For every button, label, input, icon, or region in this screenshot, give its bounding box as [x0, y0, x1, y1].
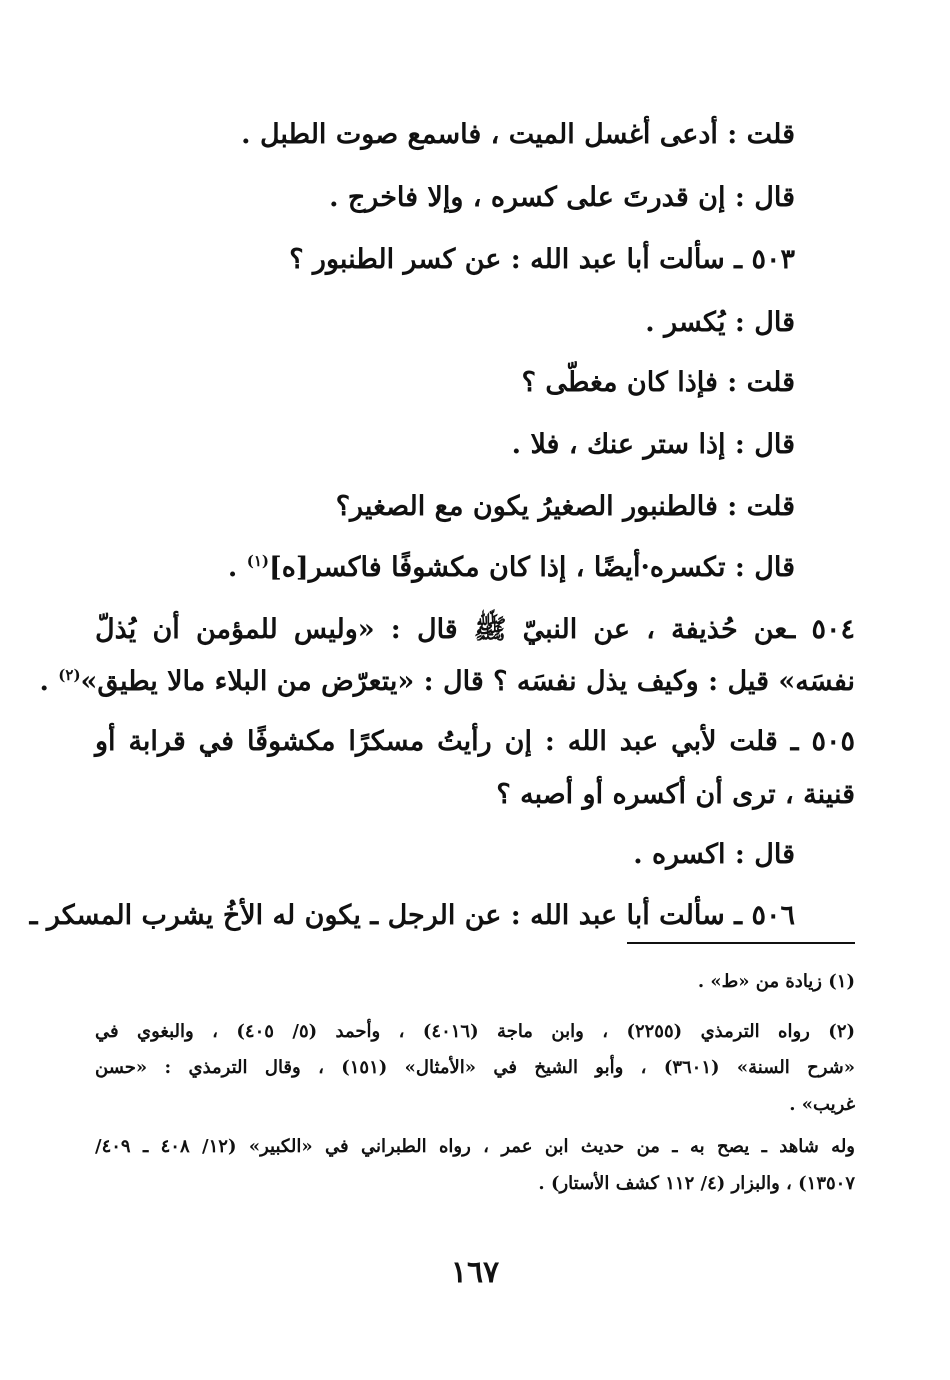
- footnote-1: (١) زيادة من «ط» .: [697, 971, 855, 992]
- footnote-divider: [627, 942, 855, 944]
- text-line-7: قلت : فالطنبور الصغيرُ يكون مع الصغير؟: [335, 491, 795, 522]
- text-line-5: قلت : فإذا كان مغطّى ؟: [521, 367, 795, 398]
- text-line-2: قال : إن قدرتَ على كسره ، وإلا فاخرج .: [329, 182, 795, 213]
- text-line-3: ٥٠٣ ـ سألت أبا عبد الله : عن كسر الطنبور ؟: [289, 244, 795, 275]
- text-line-10-main: نفسَه» قيل : وكيف يذل نفسَه ؟ قال : «يتعرّض من البلاء مالا يطيق»: [80, 666, 855, 697]
- footnote-2-line-4: وله شاهد ـ يصح به ـ من حديث ابن عمر ، رواه الطبراني في «الكبير» (١٢/ ٤٠٨ ـ ٤٠٩/: [95, 1136, 855, 1157]
- footnote-ref-1: (١): [246, 552, 269, 570]
- footnote-2-line-5: ١٣٥٠٧) ، والبزار (٤/ ١١٢ كشف الأستار) .: [538, 1173, 855, 1194]
- text-line-4: قال : يُكسر .: [645, 307, 795, 338]
- text-line-13: قال : اكسره .: [633, 839, 795, 870]
- text-line-1: قلت : أدعى أغسل الميت ، فاسمع صوت الطبل .: [241, 119, 795, 150]
- footnote-2-line-1: (٢) رواه الترمذي (٢٢٥٥) ، وابن ماجة (٤٠١٦) ، وأحمد (٥/ ٤٠٥) ، والبغوي في: [95, 1021, 856, 1042]
- text-line-10-end: .: [39, 666, 59, 697]
- footnote-ref-2: (٢): [58, 666, 81, 684]
- text-line-6: قال : إذا ستر عنك ، فلا .: [511, 429, 795, 460]
- text-line-12: قنينة ، ترى أن أكسره أو أصبه ؟: [496, 779, 855, 810]
- text-line-14: ٥٠٦ ـ سألت أبا عبد الله : عن الرجل ـ يكون له الأخُ يشرب المسكر ـ: [29, 900, 795, 931]
- text-line-8-end: .: [227, 552, 247, 583]
- text-line-9: ٥٠٤ ـعن حُذيفة ، عن النبيّ ﷺ قال : «وليس للمؤمن أن يُذلّ: [95, 614, 855, 645]
- text-line-8: [228, 548, 795, 588]
- text-line-11: ٥٠٥ ـ قلت لأبي عبد الله : إن رأيتُ مسكرًا مكشوفًا في قرابة أو: [95, 726, 855, 757]
- text-line-10: [39, 662, 855, 702]
- page-number: ١٦٧: [450, 1255, 500, 1290]
- footnote-2-line-2: «شرح السنة» (٣٦٠١) ، وأبو الشيخ في «الأمثال» (١٥١) ، وقال الترمذي : «حسن: [95, 1057, 855, 1078]
- text-line-8-main: قال : تكسره·أيضًا ، إذا كان مكشوفًا فاكسر[ه]: [269, 552, 795, 583]
- footnote-2-line-3: غريب» .: [789, 1094, 855, 1115]
